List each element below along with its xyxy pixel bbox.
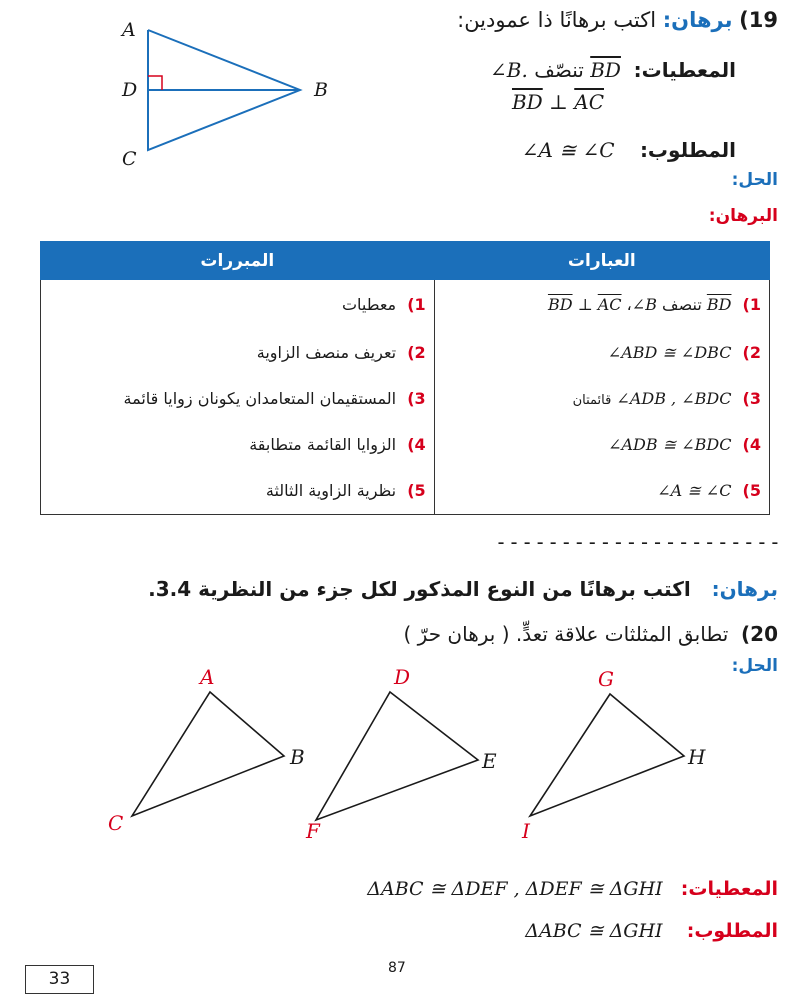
row-number: 4) <box>407 435 426 454</box>
row-number: 5) <box>742 481 761 500</box>
reason-cell <box>41 422 435 468</box>
given-line-2 <box>512 90 604 114</box>
statement-text: ∠ABD ≅ ∠DBC <box>607 343 732 362</box>
given-segment-bd-2: $\overline{BD}$ <box>511 90 543 114</box>
problem-19-heading <box>457 8 778 32</box>
required-line <box>522 138 736 162</box>
statement-cell <box>434 280 769 330</box>
given-segment-bd: $\overline{BD}$ <box>590 58 621 82</box>
statement-ac: $\overline{AC}$ <box>597 295 622 315</box>
header-statements: العبارات <box>434 242 769 280</box>
label-b: B <box>314 79 328 101</box>
statement-cell <box>434 422 769 468</box>
label-i2: I <box>522 819 530 843</box>
required-math: ∠A ≅ ∠C <box>521 138 615 162</box>
reason-text: نظرية الزاوية الثالثة <box>265 481 397 500</box>
given-segment-ac: $\overline{AC}$ <box>574 90 604 114</box>
reason-cell <box>41 280 435 330</box>
section-text: اكتب برهانًا من النوع المذكور لكل جزء من النظرية 3.4. <box>148 577 691 601</box>
statement-text: تنصف <box>656 295 707 315</box>
problem-number: 19) <box>739 8 778 32</box>
table-row <box>41 376 770 422</box>
separator-line: ---------------------- <box>495 530 782 554</box>
reason-text: الزوايا القائمة متطابقة <box>249 435 397 454</box>
given-label: المعطيات: <box>633 58 736 82</box>
reason-cell <box>41 468 435 515</box>
row-number: 5) <box>407 481 426 500</box>
triangle-abc <box>132 692 284 816</box>
label-c2: C <box>108 811 124 835</box>
label-e2: E <box>482 749 497 773</box>
statement-comma: ، <box>621 295 632 315</box>
label-c: C <box>122 148 137 170</box>
solution-label-2: الحل: <box>731 656 778 676</box>
label-h2: H <box>688 745 706 769</box>
statement-text: ∠A ≅ ∠C <box>657 481 732 500</box>
section-label: برهان: <box>711 577 778 601</box>
statement-cell <box>434 376 769 422</box>
required-label-20: المطلوب: <box>686 920 778 942</box>
right-angle-mark <box>148 76 162 90</box>
reason-cell <box>41 376 435 422</box>
label-g2: G <box>598 667 614 691</box>
instruction-text: اكتب برهانًا ذا عمودين: <box>457 8 657 32</box>
statement-perp <box>548 295 622 314</box>
statement-angle: ∠B <box>631 295 657 315</box>
label-f2: F <box>306 819 320 843</box>
triangle-def <box>316 692 478 820</box>
proof-heading: البرهان: <box>708 206 778 226</box>
triangle-ghi <box>530 694 684 816</box>
page-box-number: 33 <box>25 965 94 994</box>
given-line-1 <box>490 58 736 82</box>
statement-cell <box>434 468 769 515</box>
problem-20-heading <box>404 622 779 646</box>
section-instruction <box>148 577 778 601</box>
statement-suffix: قائمتان <box>572 393 612 408</box>
label-b2: B <box>290 745 305 769</box>
reason-text: تعريف منصف الزاوية <box>256 343 397 362</box>
table-header-row <box>41 242 770 280</box>
given-bisects-text: تنصّف <box>534 58 584 82</box>
problem-20-text: تطابق المثلثات علاقة تعدٍّ. ( برهان حرّ ) <box>403 622 729 646</box>
required-line-20 <box>525 920 778 942</box>
figure-20-triangles <box>100 664 740 844</box>
header-reasons: المبررات <box>41 242 435 280</box>
proof-label: برهان: <box>662 8 733 32</box>
label-a2: A <box>200 665 215 689</box>
row-number: 2) <box>742 343 761 362</box>
given-angle-b: ∠B. <box>490 58 528 82</box>
row-number: 4) <box>742 435 761 454</box>
proof-table <box>40 241 770 515</box>
table-row <box>41 280 770 330</box>
label-d2: D <box>394 665 411 689</box>
reason-text: المستقيمان المتعامدان يكونان زوايا قائمة <box>123 389 397 408</box>
statement-bd: $\overline{BD}$ <box>547 295 573 315</box>
statement-text: ∠ADB , ∠BDC <box>616 389 732 408</box>
table-row <box>41 330 770 376</box>
statement-perp-sym: ⊥ <box>572 295 598 315</box>
reason-text: معطيات <box>341 295 397 315</box>
given-label-20: المعطيات: <box>680 878 778 900</box>
row-number: 3) <box>407 389 426 408</box>
statement-text: ∠ADB ≅ ∠BDC <box>608 435 732 454</box>
given-math-20: ΔABC ≅ ΔDEF , ΔDEF ≅ ΔGHI <box>367 878 663 900</box>
label-a: A <box>122 19 136 41</box>
reason-cell <box>41 330 435 376</box>
given-line-20 <box>367 878 778 900</box>
row-number: 1) <box>742 295 761 315</box>
statement-cell <box>434 330 769 376</box>
problem-number: 20) <box>741 622 778 646</box>
label-d: D <box>122 79 138 101</box>
table-row <box>41 422 770 468</box>
required-math-20: ΔABC ≅ ΔGHI <box>525 920 663 942</box>
row-number: 1) <box>407 295 426 315</box>
solution-label: الحل: <box>731 170 778 190</box>
row-number: 2) <box>407 343 426 362</box>
page-number: 87 <box>388 960 406 976</box>
perp-symbol: ⊥ <box>542 90 575 114</box>
row-number: 3) <box>742 389 761 408</box>
figure-19-triangle <box>100 10 360 170</box>
table-row <box>41 468 770 515</box>
statement-segment: $\overline{BD}$ <box>706 295 732 315</box>
required-label: المطلوب: <box>639 138 736 162</box>
